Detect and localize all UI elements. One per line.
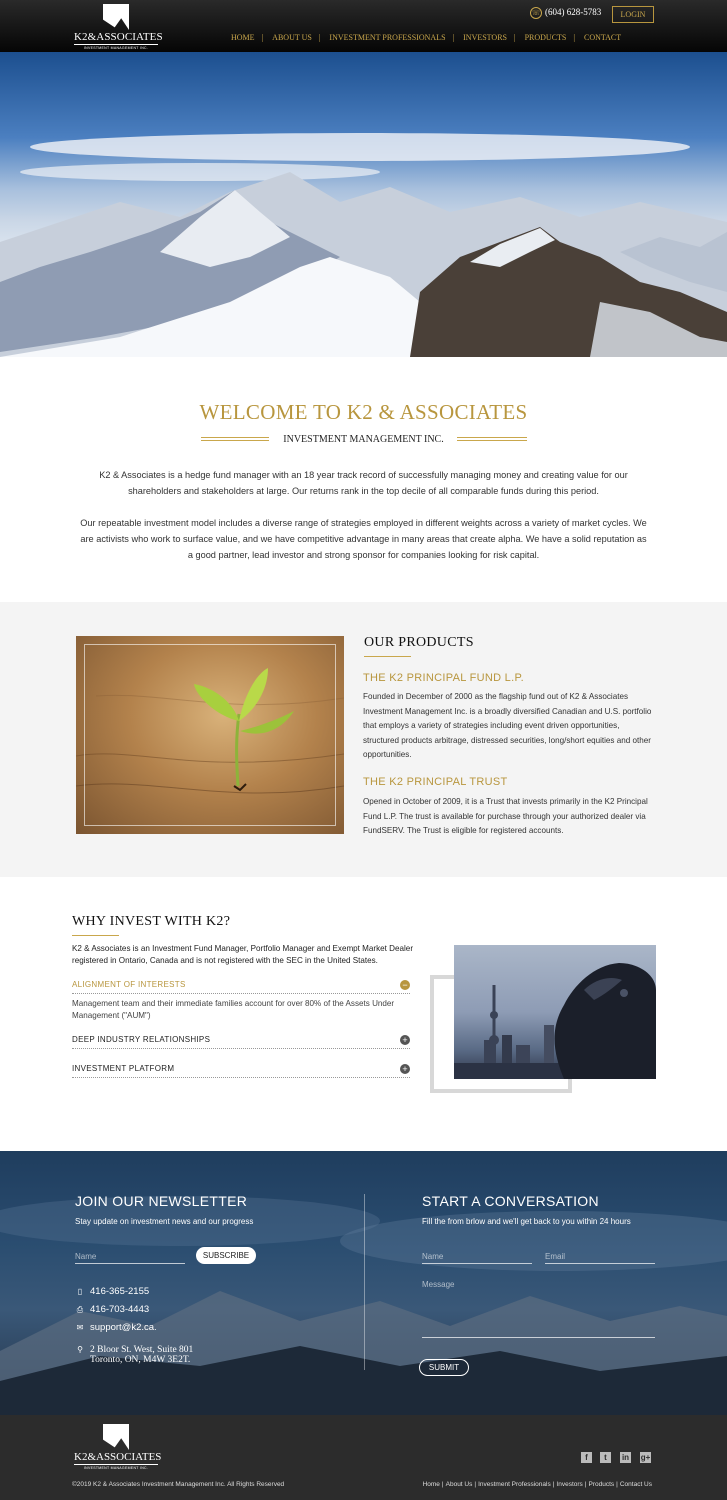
footer-link-about-us[interactable]: About Us	[445, 1481, 473, 1488]
header-phone[interactable]: ☏ (604) 628-5783	[531, 7, 602, 18]
nav-about-us[interactable]: ABOUT US	[272, 33, 312, 42]
decorative-line-right	[457, 437, 527, 441]
facebook-icon[interactable]: f	[581, 1452, 592, 1463]
accordion-label: INVESTMENT PLATFORM	[72, 1064, 175, 1073]
welcome-paragraph-1: K2 & Associates is a hedge fund manager with an 18 year track record of successfully managing money and creating value for our shareholders and stakeholders at large. Our returns rank in the top decile of all comparable funds during this period.	[99, 470, 628, 496]
newsletter-subtitle: Stay update on investment news and our progress	[75, 1217, 254, 1226]
main-nav: HOME | ABOUT US | INVESTMENT PROFESSIONALS | INVESTORS | PRODUCTS | CONTACT	[226, 33, 626, 42]
footer-link-home[interactable]: Home	[422, 1481, 440, 1488]
trust-description: Opened in October of 2009, it is a Trust that invests primarily in the K2 Principal Fund L.P. The trust is available for purchase through your authorized dealer via FundSERV. The Trust is eligible for registered accounts.	[363, 797, 648, 835]
fax-icon: ⎙	[76, 1305, 84, 1314]
contact-phone-1[interactable]: ▯ 416-365-2155	[75, 1286, 149, 1297]
hero-slider	[0, 52, 727, 357]
products-title: OUR PRODUCTS	[364, 635, 474, 650]
google-plus-icon[interactable]: g+	[640, 1453, 651, 1462]
footer-logo-subtitle: INVESTMENT MANAGEMENT INC.	[74, 1464, 158, 1470]
mountain-logo-icon	[103, 1424, 129, 1450]
conversation-title: START A CONVERSATION	[422, 1193, 599, 1209]
accordion-investment-platform[interactable]	[72, 1062, 410, 1078]
city-lion-image	[454, 945, 656, 1079]
welcome-title: WELCOME TO K2 & ASSOCIATES	[199, 400, 528, 424]
nav-investment-professionals[interactable]: INVESTMENT PROFESSIONALS	[329, 33, 446, 42]
conversation-message-input[interactable]: Message	[422, 1278, 655, 1338]
why-invest-title: WHY INVEST WITH K2?	[72, 914, 231, 929]
location-pin-icon: ⚲	[77, 1345, 83, 1354]
newsletter-name-input[interactable]: Name	[75, 1250, 185, 1264]
login-button[interactable]: LOGIN	[612, 6, 654, 23]
contact-address: ⚲ 2 Bloor St. West, Suite 801	[75, 1344, 193, 1355]
fund-title[interactable]: THE K2 PRINCIPAL FUND L.P.	[363, 672, 525, 684]
footer-links: Home | About Us | Investment Professionals | Investors | Products | Contact Us	[422, 1481, 652, 1488]
linkedin-icon[interactable]: in	[621, 1453, 630, 1462]
why-invest-intro: K2 & Associates is an Investment Fund Manager, Portfolio Manager and Exempt Market Dealer registered in Ontario, Canada and is not registered with the SEC in the United States.	[72, 944, 414, 965]
logo[interactable]	[74, 4, 163, 50]
accordion-label: ALIGNMENT OF INTERESTS	[72, 980, 186, 989]
contact-divider	[364, 1194, 365, 1370]
accordion-alignment-of-interests[interactable]	[72, 978, 410, 994]
footer-link-contact-us[interactable]: Contact Us	[619, 1481, 652, 1488]
newsletter-title: JOIN OUR NEWSLETTER	[75, 1193, 248, 1209]
welcome-paragraph-2: Our repeatable investment model includes a diverse range of strategies employed in different weights across a variety of market cycles. We are activists who work to surface value, and we have competitive advantage in many areas that create alpha. We have a solid reputation as a good partner, lead investor and strong sponsor for companies looking for risk capital.	[80, 518, 647, 560]
footer-logo-name: K2&ASSOCIATES	[74, 1451, 162, 1463]
phone-icon: ☏	[531, 9, 541, 17]
logo-name: K2&ASSOCIATES	[74, 31, 163, 43]
contact-email[interactable]: ✉ support@k2.ca.	[76, 1322, 157, 1333]
city-skyline-illustration	[454, 945, 656, 1079]
mobile-icon: ▯	[77, 1287, 83, 1296]
fund-description: Founded in December of 2000 as the flagship fund out of K2 & Associates Investment Management Inc. is a broadly diversified Canadian and U.S. portfolio that employs a variety of strategies including event driven opportunities, structured products arbitrage, distressed securities, long/short equities and other opportunities.	[363, 692, 652, 759]
welcome-subtitle: INVESTMENT MANAGEMENT INC.	[283, 434, 444, 445]
email-icon: ✉	[76, 1323, 84, 1332]
logo-subtitle: INVESTMENT MANAGEMENT INC.	[74, 44, 158, 50]
accordion-label: DEEP INDUSTRY RELATIONSHIPS	[72, 1035, 211, 1044]
expand-icon[interactable]: +	[400, 1035, 410, 1045]
expand-icon[interactable]: +	[400, 1064, 410, 1074]
subscribe-button[interactable]: SUBSCRIBE	[196, 1247, 256, 1264]
footer-logo[interactable]	[74, 1424, 162, 1470]
nav-investors[interactable]: INVESTORS	[463, 33, 507, 42]
contact-address-line-2: Toronto, ON, M4W 3E2T.	[90, 1355, 191, 1365]
why-title-underline	[72, 935, 119, 936]
conversation-subtitle: Fill the from brlow and we'll get back to you within 24 hours	[422, 1217, 631, 1226]
nav-home[interactable]: HOME	[231, 33, 255, 42]
nav-contact[interactable]: CONTACT	[584, 33, 622, 42]
conversation-email-input[interactable]: Email	[545, 1250, 655, 1264]
footer-link-products[interactable]: Products	[588, 1481, 615, 1488]
copyright-text: ©2019 K2 & Associates Investment Management Inc. All Rights Reserved	[72, 1481, 285, 1488]
submit-button[interactable]: SUBMIT	[419, 1359, 469, 1376]
conversation-name-input[interactable]: Name	[422, 1250, 532, 1264]
nav-products[interactable]: PRODUCTS	[524, 33, 567, 42]
accordion-deep-industry-relationships[interactable]	[72, 1033, 410, 1049]
products-title-underline	[364, 656, 411, 657]
footer-link-investment-professionals[interactable]: Investment Professionals	[478, 1481, 551, 1488]
footer-link-investors[interactable]: Investors	[556, 1481, 583, 1488]
accordion-content: Management team and their immediate families account for over 80% of the Assets Under Management ("AUM")	[72, 999, 395, 1020]
contact-phone-2[interactable]: ⎙ 416-703-4443	[76, 1304, 150, 1315]
twitter-icon[interactable]: t	[600, 1452, 611, 1463]
collapse-icon[interactable]: −	[400, 980, 410, 990]
site-header	[0, 0, 727, 52]
mountain-hero-image	[0, 52, 727, 357]
mountain-logo-icon	[103, 4, 129, 30]
sprout-image	[76, 636, 344, 834]
trust-title[interactable]: THE K2 PRINCIPAL TRUST	[363, 776, 508, 788]
